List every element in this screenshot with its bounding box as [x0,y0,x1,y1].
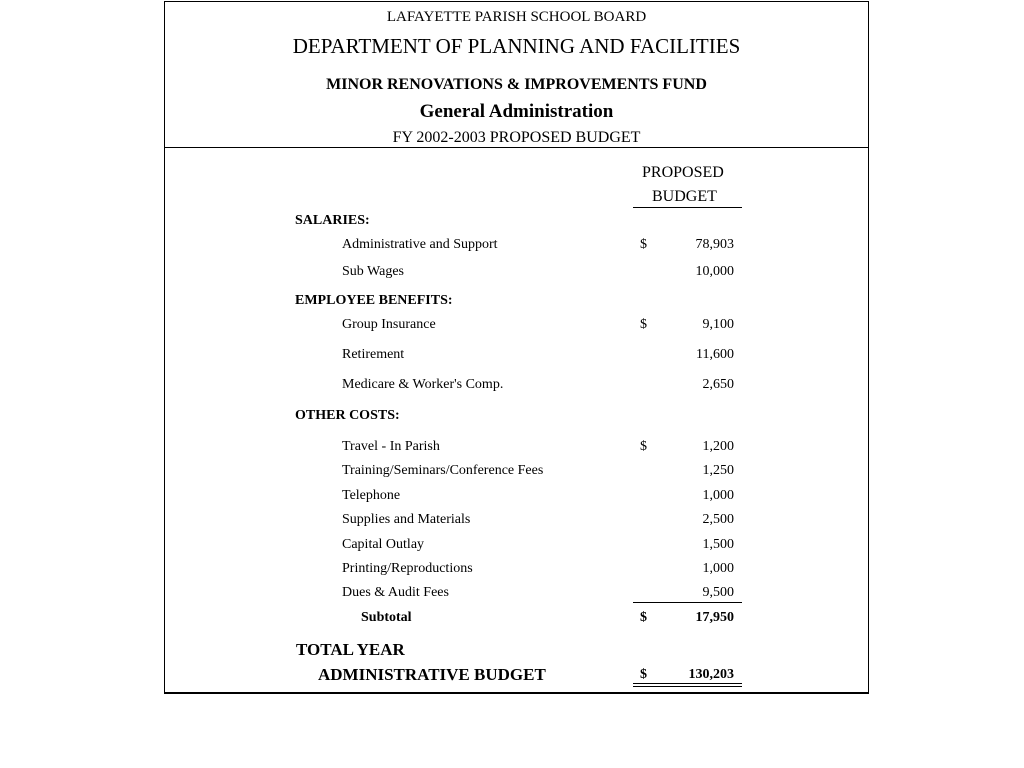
total-label-line1: TOTAL YEAR [296,640,405,659]
total-underline-2 [633,686,742,687]
line-item-value: 10,000 [695,264,734,279]
line-item-label: Telephone [342,488,401,503]
line-item-label: Training/Seminars/Conference Fees [342,463,544,478]
total-label-line2: ADMINISTRATIVE BUDGET [318,665,546,684]
line-item-label: Sub Wages [342,264,405,279]
column-header-budget: BUDGET [652,188,717,205]
total-underline-1 [633,683,742,684]
department-title: DEPARTMENT OF PLANNING AND FACILITIES [292,34,741,58]
subtotal-label: Subtotal [361,610,412,625]
line-item-currency: $ [640,439,647,454]
line-item-label: Medicare & Worker's Comp. [342,377,504,392]
line-item-value: 78,903 [695,237,734,252]
subtotal-value: 17,950 [695,610,734,625]
column-header-proposed: PROPOSED [642,164,724,181]
subtotal-rule [633,602,742,603]
line-item-label: Administrative and Support [342,237,498,252]
line-item-value: 9,100 [702,317,734,332]
line-item-currency: $ [640,237,647,252]
line-item-value: 11,600 [696,347,734,362]
total-value: 130,203 [688,667,734,682]
line-item-value: 1,000 [702,488,734,503]
subtotal-currency: $ [640,610,647,625]
total-currency: $ [640,667,647,682]
line-item-label: Printing/Reproductions [342,561,473,576]
sheet-bottom-rule [164,693,869,694]
line-item-value: 1,500 [702,537,734,552]
line-item-value: 2,650 [702,377,734,392]
benefits-heading: EMPLOYEE BENEFITS: [295,293,453,308]
fund-title: MINOR RENOVATIONS & IMPROVEMENTS FUND [326,76,707,93]
org-name: LAFAYETTE PARISH SCHOOL BOARD [386,9,647,25]
line-item-label: Retirement [342,347,405,362]
line-item-value: 1,250 [702,463,734,478]
line-item-label: Supplies and Materials [342,512,471,527]
line-item-currency: $ [640,317,647,332]
line-item-value: 1,200 [702,439,734,454]
other-heading: OTHER COSTS: [295,408,400,423]
line-item-value: 9,500 [702,585,734,600]
column-header-underline [633,207,742,208]
line-item-label: Group Insurance [342,317,436,332]
line-item-label: Capital Outlay [342,537,425,552]
budget-sheet [164,1,869,693]
line-item-label: Travel - In Parish [342,439,440,454]
header-divider [165,147,868,148]
line-item-value: 2,500 [702,512,734,527]
salaries-heading: SALARIES: [295,213,370,228]
line-item-label: Dues & Audit Fees [342,585,449,600]
division-title: General Administration [419,101,614,122]
line-item-value: 1,000 [702,561,734,576]
budget-title: FY 2002-2003 PROPOSED BUDGET [392,129,641,146]
